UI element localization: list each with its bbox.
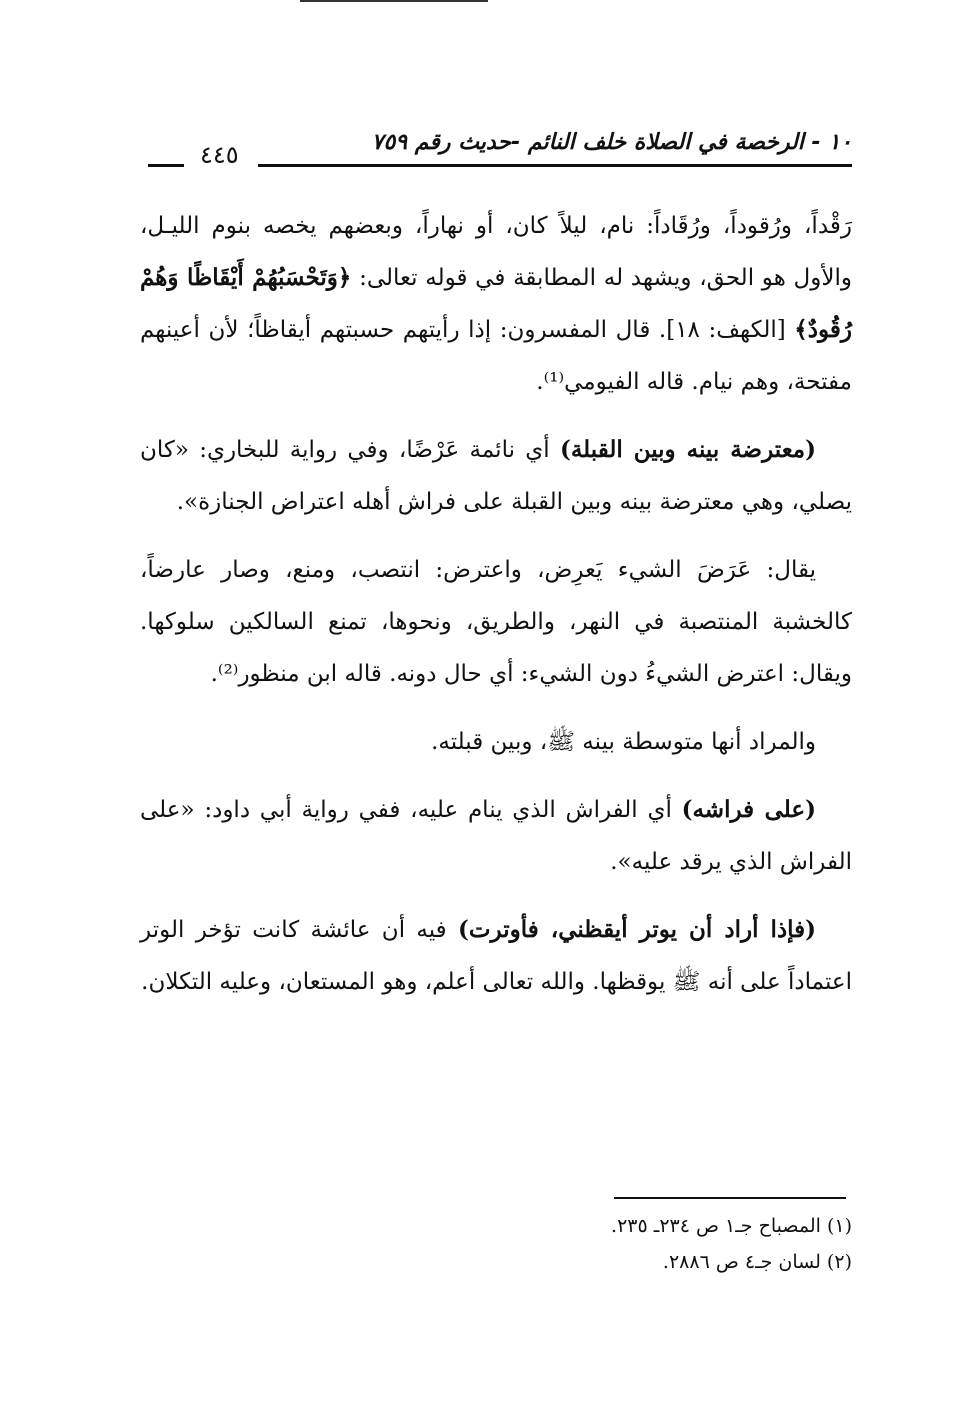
paragraph	[140, 784, 852, 888]
main-text	[140, 200, 852, 1024]
text-segment: أي الفراش الذي ينام عليه، ففي رواية أبي داود: «على الفراش الذي يرقد عليه».	[140, 797, 852, 875]
top-rule	[300, 0, 488, 2]
hadith-phrase: (على فراشه)	[681, 796, 816, 823]
text-segment: رَقْداً، ورُقوداً، ورُقَاداً: نام، ليلاً كان، أو نهاراً، وبعضهم يخصه بنوم الليـل، والأول هو الحق، ويشهد له المطابقة في قوله تعالى:	[140, 213, 852, 291]
running-title: ١٠ - الرخصة في الصلاة خلف النائم -حديث رقم ٧٥٩	[371, 130, 852, 155]
text-segment: والمراد أنها متوسطة بينه ﷺ، وبين قبلته.	[431, 729, 816, 755]
text-segment: فيه أن عائشة كانت تؤخر الوتر اعتماداً على أنه ﷺ يوقظها. والله تعالى أعلم، وهو المستعان، وعليه التكلان.	[140, 917, 852, 995]
text-segment: يقال: عَرَضَ الشيء يَعرِض، واعترض: انتصب، ومنع، وصار عارضاً، كالخشبة المنتصبة في النهر، والطريق، ونحوها، تمنع السالكين سلوكها. ويقال: اعترض الشيءُ دون الشيء: أي حال دونه. قاله ابن منظور⁽²⁾.	[140, 557, 852, 687]
hadith-phrase: (معترضة بينه وبين القبلة)	[559, 436, 817, 463]
text-segment: أي نائمة عَرْضًا، وفي رواية للبخاري: «كان يصلي، وهي معترضة بينه وبين القبلة على فراش أهله اعتراض الجنازة».	[140, 437, 852, 515]
text-segment: [الكهف: ١٨]. قال المفسرون: إذا رأيتهم حسبتهم أيقاظاً؛ لأن أعينهم مفتحة، وهم نيام. قاله الفيومي⁽¹⁾.	[140, 317, 852, 395]
page-number: ٤٤٥	[200, 141, 239, 169]
paragraph	[140, 424, 852, 528]
footnote-rule	[614, 1197, 846, 1199]
paragraph	[140, 544, 852, 700]
footnote: (٢) لسان جـ٤ ص ٢٨٨٦.	[662, 1251, 852, 1273]
paragraph	[140, 904, 852, 1008]
footnotes	[140, 1208, 852, 1280]
quran-verse: ﴿وَتَحْسَبُهُمْ أَيْقَاظًا وَهُمْ رُقُودٌ﴾	[140, 264, 852, 343]
header-rule	[258, 164, 852, 167]
page-header	[140, 128, 852, 180]
page-number-dash	[148, 164, 184, 167]
paragraph	[140, 716, 852, 768]
hadith-phrase: (فإذا أراد أن يوتر أيقظني، فأوترت)	[458, 916, 817, 943]
paragraph	[140, 200, 852, 408]
footnote: (١) المصباح جـ١ ص ٢٣٤ـ ٢٣٥.	[611, 1215, 852, 1237]
